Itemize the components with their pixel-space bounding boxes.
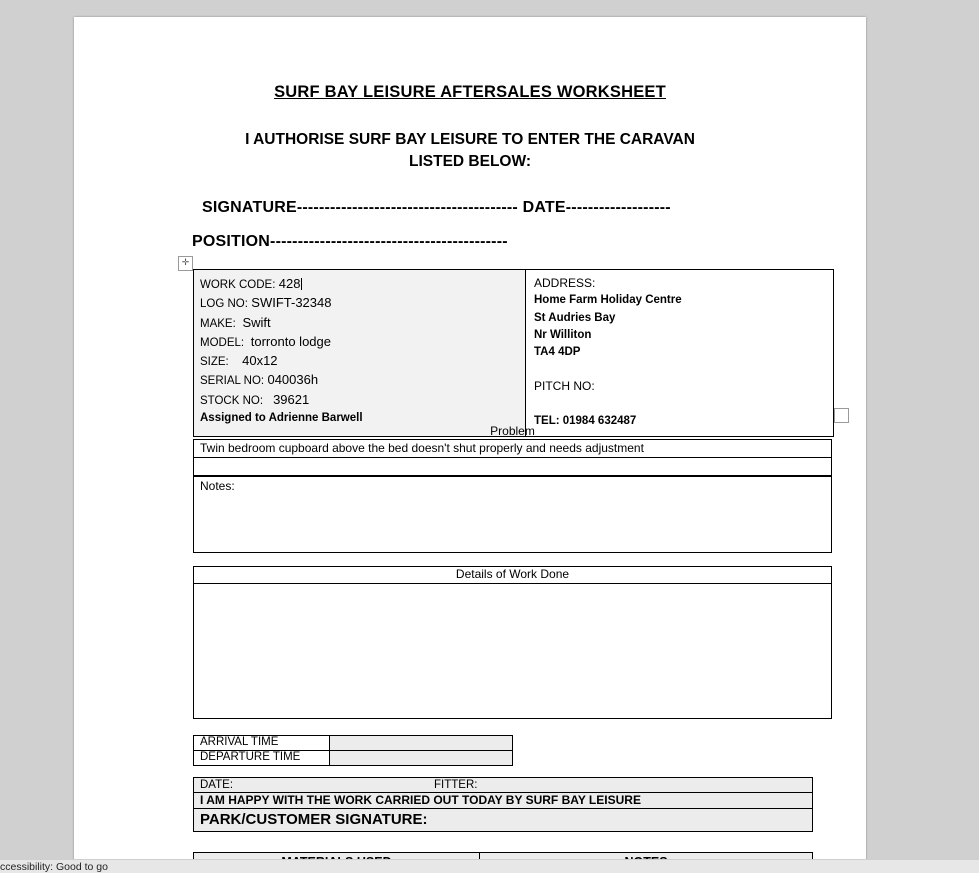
authorisation-line-2: LISTED BELOW: xyxy=(409,153,531,170)
notes-label: Notes: xyxy=(200,479,235,493)
notes-box[interactable] xyxy=(193,476,832,553)
authorisation-line-1: I AUTHORISE SURF BAY LEISURE TO ENTER THE CARAVAN xyxy=(245,131,695,148)
serial-no-label: SERIAL NO: xyxy=(200,375,265,388)
date-label: DATE: xyxy=(200,779,234,791)
status-bar xyxy=(0,859,979,873)
signature-block xyxy=(193,777,813,832)
park-customer-signature-label[interactable]: PARK/CUSTOMER SIGNATURE: xyxy=(200,811,428,828)
log-no-label: LOG NO: xyxy=(200,298,248,311)
make-label: MAKE: xyxy=(200,317,236,330)
address-line-2: St Audries Bay xyxy=(534,311,616,324)
problem-box[interactable] xyxy=(193,439,832,476)
table-resize-handle[interactable] xyxy=(834,408,849,423)
signature-date-line: SIGNATURE---------------------------------------- DATE------------------- xyxy=(202,199,671,216)
status-bar-text: ccessibility: Good to go xyxy=(0,861,108,873)
date-fitter-row xyxy=(194,778,812,793)
problem-heading: Problem xyxy=(490,424,535,438)
address-line-1: Home Farm Holiday Centre xyxy=(534,294,682,307)
departure-time-value[interactable] xyxy=(330,751,512,765)
position-line: POSITION------------------------------------------- xyxy=(192,233,508,250)
work-code-row xyxy=(200,275,525,294)
log-no-row xyxy=(200,294,525,313)
document-page xyxy=(74,17,866,863)
pitch-no-label: PITCH NO: xyxy=(534,379,595,394)
make-value[interactable]: Swift xyxy=(242,314,271,330)
address-line-3: Nr Williton xyxy=(534,328,592,341)
log-no-value[interactable]: SWIFT-32348 xyxy=(251,295,332,311)
model-value[interactable]: torronto lodge xyxy=(250,333,331,349)
page-title: SURF BAY LEISURE AFTERSALES WORKSHEET xyxy=(274,83,666,101)
address-postcode: TA4 4DP xyxy=(534,346,581,359)
arrival-time-label: ARRIVAL TIME xyxy=(194,736,330,750)
serial-no-value[interactable]: 040036h xyxy=(267,372,319,388)
worksheet-document xyxy=(74,17,866,863)
arrival-time-row xyxy=(194,736,512,751)
pitch-spacer xyxy=(534,396,833,413)
stock-no-label: STOCK NO: xyxy=(200,394,264,407)
document-header xyxy=(74,17,866,251)
model-label: MODEL: xyxy=(200,336,245,349)
size-value[interactable]: 40x12 xyxy=(242,353,278,369)
arrival-time-value[interactable] xyxy=(330,736,512,750)
model-row xyxy=(200,333,525,352)
size-row xyxy=(200,352,525,371)
make-row xyxy=(200,314,525,333)
happy-statement: I AM HAPPY WITH THE WORK CARRIED OUT TODAY BY SURF BAY LEISURE xyxy=(194,793,812,809)
departure-time-label: DEPARTURE TIME xyxy=(194,751,330,765)
size-label: SIZE: xyxy=(200,356,229,369)
text-caret xyxy=(301,278,302,290)
times-table xyxy=(193,735,513,766)
table-move-handle[interactable]: ✛ xyxy=(178,256,193,271)
authorisation-statement xyxy=(74,129,866,173)
departure-time-row xyxy=(194,751,512,766)
stock-no-value[interactable]: 39621 xyxy=(273,391,310,407)
caravan-info-table xyxy=(193,269,834,437)
address-cell[interactable] xyxy=(526,270,833,436)
work-done-box[interactable] xyxy=(193,566,832,719)
assigned-to-row: Assigned to Adrienne Barwell xyxy=(200,412,363,425)
address-spacer xyxy=(534,361,833,378)
work-code-label: WORK CODE: xyxy=(200,279,276,291)
telephone-value: TEL: 01984 632487 xyxy=(534,414,637,427)
stock-no-row xyxy=(200,391,525,410)
serial-no-row xyxy=(200,371,525,390)
problem-line-2[interactable] xyxy=(194,458,831,475)
problem-line-1[interactable]: Twin bedroom cupboard above the bed doesn't shut properly and needs adjustment xyxy=(194,440,831,458)
caravan-details-cell[interactable] xyxy=(194,270,526,436)
fitter-label: FITTER: xyxy=(434,779,478,791)
address-label: ADDRESS: xyxy=(534,276,596,290)
work-done-heading: Details of Work Done xyxy=(194,567,831,584)
work-code-value[interactable]: 428 xyxy=(278,276,301,291)
